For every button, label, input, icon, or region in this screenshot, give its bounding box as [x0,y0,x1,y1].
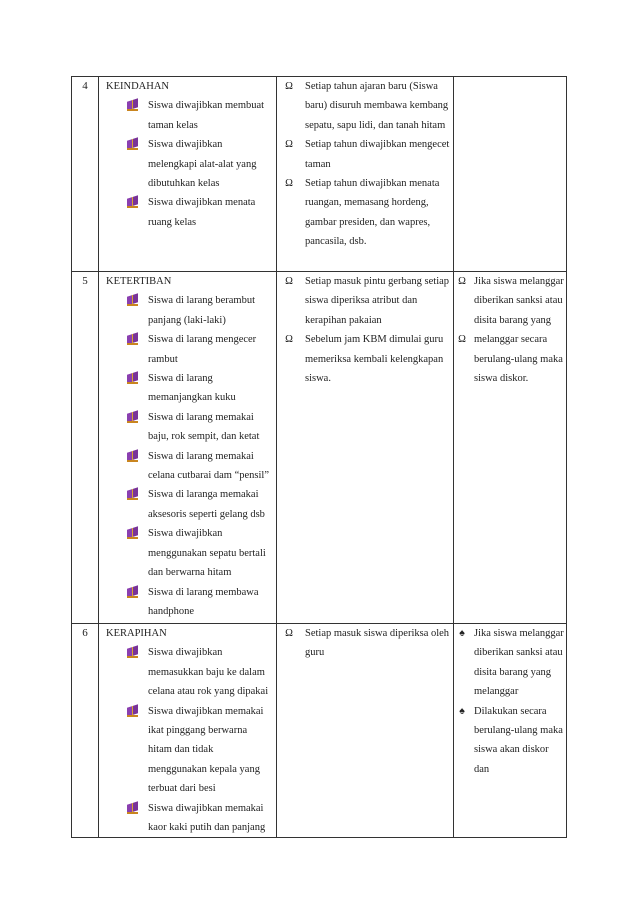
table-row [72,272,567,624]
list-item: Siswa di larang membawa handphone [99,583,276,622]
aspect-cell [99,77,277,272]
list-item: Ω Setiap masuk pintu gerbang setiap siswa diperiksa atribut dan kerapihan pakaian [277,272,453,330]
aspect-title: KERAPIHAN [106,628,167,639]
omega-bullet-icon: Ω [458,276,466,287]
list-item: Ω Setiap tahun ajaran baru (Siswa baru) disuruh membawa kembang sepatu, sapu lidi, dan tanah hitam [277,77,453,135]
rules-table [71,76,567,838]
list-item: Ω melanggar secara berulang-ulang maka siswa diskor. [454,330,566,388]
book-bullet-icon [125,96,139,118]
book-bullet-icon [125,291,139,313]
list-item: Siswa di larang mengecer rambut [99,330,276,369]
omega-bullet-icon: Ω [458,334,466,346]
sanction-cell [454,77,567,272]
book-bullet-icon [125,485,139,507]
list-item: Ω Setiap tahun diwajibkan mengecet taman [277,135,453,174]
row-number: 6 [72,624,99,838]
list-item: Ω Sebelum jam KBM dimulai guru memeriksa kembali kelengkapan siswa. [277,330,453,388]
omega-bullet-icon: Ω [285,276,293,287]
list-item: ♠ Jika siswa melanggar diberikan sanksi atau disita barang yang melanggar [454,624,566,702]
book-bullet-icon [125,524,139,546]
list-item: Siswa di larang memakai celana cutbarai dam “pensil” [99,447,276,486]
list-item: Siswa di laranga memakai aksesoris seperti gelang dsb [99,485,276,524]
book-bullet-icon [125,702,139,724]
aspect-cell [99,272,277,624]
sanction-cell [454,272,567,624]
list-item: ♠ Dilakukan secara berulang-ulang maka siswa akan diskor dan [454,702,566,780]
row-number: 4 [72,77,99,272]
list-item: Ω Setiap masuk siswa diperiksa oleh guru [277,624,453,663]
list-item: Siswa diwajibkan memakai ikat pinggang berwarna hitam dan tidak menggunakan kepala yang terbuat dari besi [99,702,276,799]
list-item: Siswa diwajibkan memakai kaor kaki putih dan panjang [99,799,276,838]
table-row [72,77,567,272]
book-bullet-icon [125,447,139,469]
list-item: Siswa diwajibkan menata ruang kelas [99,193,276,232]
row-number: 5 [72,272,99,624]
omega-bullet-icon: Ω [285,178,293,190]
list-item: Siswa di larang berambut panjang (laki-laki) [99,291,276,330]
aspect-title: KEINDAHAN [106,81,169,92]
book-bullet-icon [125,193,139,215]
action-cell [277,272,454,624]
book-bullet-icon [125,135,139,157]
book-bullet-icon [125,583,139,605]
omega-bullet-icon: Ω [285,628,293,639]
list-item: Siswa di larang memakai baju, rok sempit, dan ketat [99,408,276,447]
spade-bullet-icon: ♠ [459,705,465,717]
sanction-cell [454,624,567,838]
list-item: Siswa diwajibkan menggunakan sepatu bertali dan berwarna hitam [99,524,276,582]
list-item: Siswa diwajibkan melengkapi alat-alat yang dibutuhkan kelas [99,135,276,193]
book-bullet-icon [125,643,139,665]
action-cell [277,77,454,272]
omega-bullet-icon: Ω [285,334,293,346]
aspect-title: KETERTIBAN [106,276,172,287]
book-bullet-icon [125,799,139,821]
action-cell [277,624,454,838]
aspect-cell [99,624,277,838]
book-bullet-icon [125,330,139,352]
table-row [72,624,567,838]
list-item: Ω Setiap tahun diwajibkan menata ruangan, memasang hordeng, gambar presiden, dan wapres, pancasila, dsb. [277,174,453,252]
omega-bullet-icon: Ω [285,81,293,92]
list-item: Siswa diwajibkan membuat taman kelas [99,96,276,135]
omega-bullet-icon: Ω [285,139,293,151]
list-item: Siswa diwajibkan memasukkan baju ke dalam celana atau rok yang dipakai [99,643,276,701]
list-item: Siswa di larang memanjangkan kuku [99,369,276,408]
list-item: Ω Jika siswa melanggar diberikan sanksi atau disita barang yang [454,272,566,330]
book-bullet-icon [125,369,139,391]
book-bullet-icon [125,408,139,430]
spade-bullet-icon: ♠ [459,628,465,639]
